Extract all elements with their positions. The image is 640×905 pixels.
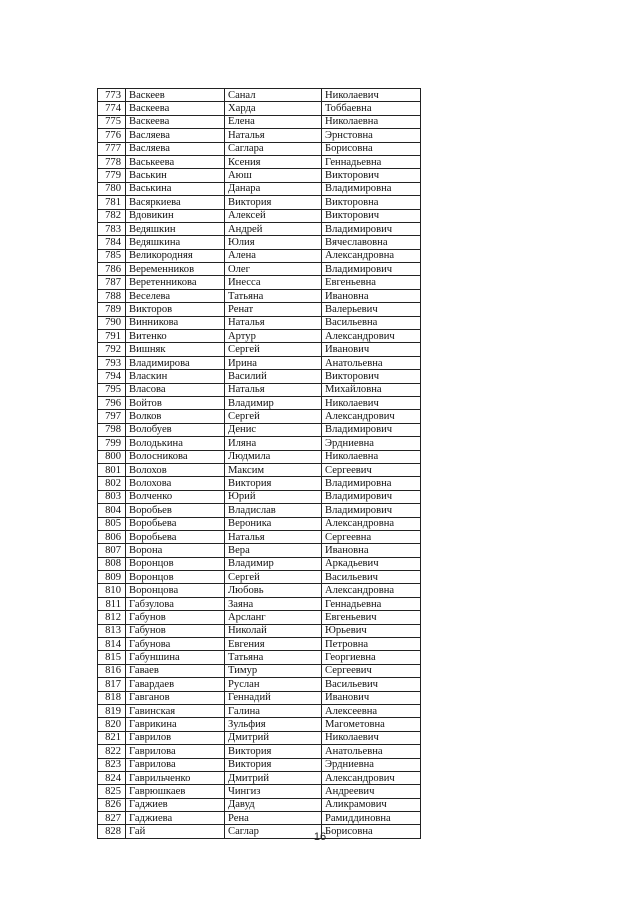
patronymic-cell: Борисовна (322, 825, 421, 838)
patronymic-cell: Владимирович (322, 490, 421, 503)
patronymic-cell: Александрович (322, 410, 421, 423)
surname-cell: Ведяшкина (126, 236, 225, 249)
surname-cell: Васкеева (126, 115, 225, 128)
surname-cell: Волков (126, 410, 225, 423)
table-row (98, 490, 421, 503)
first-name-cell: Вероника (225, 517, 322, 530)
table-row (98, 182, 421, 195)
first-name-cell: Любовь (225, 584, 322, 597)
row-number-cell: 791 (98, 330, 126, 343)
patronymic-cell: Юрьевич (322, 624, 421, 637)
surname-cell: Гавинская (126, 704, 225, 717)
first-name-cell: Виктория (225, 196, 322, 209)
patronymic-cell: Александрович (322, 771, 421, 784)
surname-cell: Войтов (126, 396, 225, 409)
table-row (98, 584, 421, 597)
first-name-cell: Ирина (225, 356, 322, 369)
table-row (98, 316, 421, 329)
patronymic-cell: Ивановна (322, 544, 421, 557)
first-name-cell: Инесса (225, 276, 322, 289)
surname-cell: Васькеева (126, 155, 225, 168)
row-number-cell: 785 (98, 249, 126, 262)
surname-cell: Ведяшкин (126, 222, 225, 235)
first-name-cell: Татьяна (225, 289, 322, 302)
patronymic-cell: Николаевна (322, 115, 421, 128)
first-name-cell: Владислав (225, 504, 322, 517)
patronymic-cell: Магометовна (322, 718, 421, 731)
table-row (98, 477, 421, 490)
first-name-cell: Санал (225, 89, 322, 102)
table-row (98, 638, 421, 651)
first-name-cell: Сергей (225, 343, 322, 356)
surname-cell: Веретенникова (126, 276, 225, 289)
table-row (98, 691, 421, 704)
first-name-cell: Василий (225, 370, 322, 383)
patronymic-cell: Борисовна (322, 142, 421, 155)
surname-cell: Воронцов (126, 571, 225, 584)
first-name-cell: Заяна (225, 597, 322, 610)
first-name-cell: Наталья (225, 383, 322, 396)
table-row (98, 222, 421, 235)
patronymic-cell: Васильевич (322, 678, 421, 691)
row-number-cell: 801 (98, 463, 126, 476)
row-number-cell: 799 (98, 437, 126, 450)
first-name-cell: Харда (225, 102, 322, 115)
table-row (98, 758, 421, 771)
row-number-cell: 796 (98, 396, 126, 409)
surname-cell: Воронцова (126, 584, 225, 597)
patronymic-cell: Эрнстовна (322, 129, 421, 142)
table-row (98, 155, 421, 168)
first-name-cell: Ксения (225, 155, 322, 168)
first-name-cell: Владимир (225, 396, 322, 409)
surname-cell: Володькина (126, 437, 225, 450)
patronymic-cell: Алексеевна (322, 704, 421, 717)
first-name-cell: Зульфия (225, 718, 322, 731)
surname-cell: Владимирова (126, 356, 225, 369)
patronymic-cell: Эрдниевна (322, 437, 421, 450)
first-name-cell: Артур (225, 330, 322, 343)
table-row (98, 463, 421, 476)
surname-cell: Гаджиева (126, 812, 225, 825)
row-number-cell: 824 (98, 771, 126, 784)
patronymic-cell: Рамиддиновна (322, 812, 421, 825)
patronymic-cell: Николаевна (322, 450, 421, 463)
patronymic-cell: Геннадьевна (322, 155, 421, 168)
surname-cell: Витенко (126, 330, 225, 343)
row-number-cell: 775 (98, 115, 126, 128)
table-row (98, 450, 421, 463)
patronymic-cell: Владимировна (322, 182, 421, 195)
row-number-cell: 778 (98, 155, 126, 168)
patronymic-cell: Николаевич (322, 731, 421, 744)
first-name-cell: Сергей (225, 410, 322, 423)
row-number-cell: 806 (98, 530, 126, 543)
row-number-cell: 783 (98, 222, 126, 235)
first-name-cell: Давуд (225, 798, 322, 811)
row-number-cell: 822 (98, 745, 126, 758)
table-row (98, 102, 421, 115)
patronymic-cell: Владимирович (322, 423, 421, 436)
table-row (98, 142, 421, 155)
first-name-cell: Тимур (225, 664, 322, 677)
surname-cell: Гаврилова (126, 758, 225, 771)
patronymic-cell: Викторович (322, 169, 421, 182)
row-number-cell: 808 (98, 557, 126, 570)
table-row (98, 664, 421, 677)
table-row (98, 236, 421, 249)
patronymic-cell: Викторовна (322, 196, 421, 209)
table-row (98, 745, 421, 758)
row-number-cell: 788 (98, 289, 126, 302)
table-row (98, 517, 421, 530)
table-row (98, 571, 421, 584)
first-name-cell: Наталья (225, 530, 322, 543)
patronymic-cell: Сергеевна (322, 530, 421, 543)
row-number-cell: 814 (98, 638, 126, 651)
row-number-cell: 790 (98, 316, 126, 329)
table-row (98, 504, 421, 517)
row-number-cell: 820 (98, 718, 126, 731)
names-table-body (98, 89, 421, 839)
table-row (98, 597, 421, 610)
patronymic-cell: Иванович (322, 691, 421, 704)
table-row (98, 89, 421, 102)
surname-cell: Власкин (126, 370, 225, 383)
row-number-cell: 813 (98, 624, 126, 637)
surname-cell: Волобуев (126, 423, 225, 436)
patronymic-cell: Евгеньевич (322, 611, 421, 624)
surname-cell: Габунова (126, 638, 225, 651)
first-name-cell: Иляна (225, 437, 322, 450)
row-number-cell: 823 (98, 758, 126, 771)
surname-cell: Гавардаев (126, 678, 225, 691)
patronymic-cell: Владимировна (322, 477, 421, 490)
surname-cell: Веременников (126, 263, 225, 276)
surname-cell: Волохова (126, 477, 225, 490)
surname-cell: Воронцов (126, 557, 225, 570)
patronymic-cell: Николаевич (322, 396, 421, 409)
patronymic-cell: Тоббаевна (322, 102, 421, 115)
table-row (98, 356, 421, 369)
surname-cell: Васяркиева (126, 196, 225, 209)
row-number-cell: 809 (98, 571, 126, 584)
table-row (98, 798, 421, 811)
patronymic-cell: Вячеславовна (322, 236, 421, 249)
surname-cell: Гаврикина (126, 718, 225, 731)
row-number-cell: 781 (98, 196, 126, 209)
patronymic-cell: Валерьевич (322, 303, 421, 316)
row-number-cell: 776 (98, 129, 126, 142)
row-number-cell: 800 (98, 450, 126, 463)
patronymic-cell: Михайловна (322, 383, 421, 396)
table-row (98, 303, 421, 316)
first-name-cell: Саглара (225, 142, 322, 155)
surname-cell: Волченко (126, 490, 225, 503)
table-row (98, 249, 421, 262)
patronymic-cell: Владимирович (322, 263, 421, 276)
table-row (98, 678, 421, 691)
first-name-cell: Дмитрий (225, 771, 322, 784)
first-name-cell: Саглар (225, 825, 322, 838)
row-number-cell: 777 (98, 142, 126, 155)
row-number-cell: 805 (98, 517, 126, 530)
table-row (98, 771, 421, 784)
surname-cell: Васкеев (126, 89, 225, 102)
row-number-cell: 773 (98, 89, 126, 102)
row-number-cell: 807 (98, 544, 126, 557)
table-row (98, 370, 421, 383)
patronymic-cell: Иванович (322, 343, 421, 356)
patronymic-cell: Александрович (322, 330, 421, 343)
table-row (98, 557, 421, 570)
patronymic-cell: Геннадьевна (322, 597, 421, 610)
table-row (98, 209, 421, 222)
surname-cell: Васкеева (126, 102, 225, 115)
table-row (98, 115, 421, 128)
surname-cell: Васькин (126, 169, 225, 182)
row-number-cell: 786 (98, 263, 126, 276)
surname-cell: Гаврюшкаев (126, 785, 225, 798)
first-name-cell: Евгения (225, 638, 322, 651)
patronymic-cell: Анатольевна (322, 745, 421, 758)
first-name-cell: Арсланг (225, 611, 322, 624)
patronymic-cell: Васильевич (322, 571, 421, 584)
first-name-cell: Денис (225, 423, 322, 436)
row-number-cell: 827 (98, 812, 126, 825)
first-name-cell: Руслан (225, 678, 322, 691)
surname-cell: Габунов (126, 611, 225, 624)
surname-cell: Васляева (126, 129, 225, 142)
surname-cell: Викторов (126, 303, 225, 316)
row-number-cell: 815 (98, 651, 126, 664)
first-name-cell: Наталья (225, 129, 322, 142)
row-number-cell: 804 (98, 504, 126, 517)
first-name-cell: Юлия (225, 236, 322, 249)
table-row (98, 544, 421, 557)
surname-cell: Гай (126, 825, 225, 838)
patronymic-cell: Васильевна (322, 316, 421, 329)
first-name-cell: Алена (225, 249, 322, 262)
table-row (98, 423, 421, 436)
table-row (98, 704, 421, 717)
surname-cell: Ворона (126, 544, 225, 557)
patronymic-cell: Сергеевич (322, 664, 421, 677)
table-row (98, 383, 421, 396)
table-row (98, 611, 421, 624)
surname-cell: Веселева (126, 289, 225, 302)
surname-cell: Великородняя (126, 249, 225, 262)
patronymic-cell: Александровна (322, 584, 421, 597)
patronymic-cell: Аликрамович (322, 798, 421, 811)
row-number-cell: 828 (98, 825, 126, 838)
table-row (98, 624, 421, 637)
first-name-cell: Виктория (225, 745, 322, 758)
surname-cell: Вдовикин (126, 209, 225, 222)
first-name-cell: Владимир (225, 557, 322, 570)
row-number-cell: 794 (98, 370, 126, 383)
patronymic-cell: Владимирович (322, 504, 421, 517)
first-name-cell: Сергей (225, 571, 322, 584)
patronymic-cell: Александровна (322, 517, 421, 530)
table-row (98, 289, 421, 302)
row-number-cell: 798 (98, 423, 126, 436)
first-name-cell: Олег (225, 263, 322, 276)
row-number-cell: 817 (98, 678, 126, 691)
first-name-cell: Виктория (225, 758, 322, 771)
surname-cell: Васляева (126, 142, 225, 155)
row-number-cell: 821 (98, 731, 126, 744)
table-row (98, 196, 421, 209)
table-row (98, 263, 421, 276)
surname-cell: Воробьев (126, 504, 225, 517)
patronymic-cell: Петровна (322, 638, 421, 651)
row-number-cell: 812 (98, 611, 126, 624)
surname-cell: Гаврилова (126, 745, 225, 758)
first-name-cell: Геннадий (225, 691, 322, 704)
first-name-cell: Ренат (225, 303, 322, 316)
patronymic-cell: Александровна (322, 249, 421, 262)
row-number-cell: 782 (98, 209, 126, 222)
row-number-cell: 826 (98, 798, 126, 811)
table-row (98, 812, 421, 825)
names-table (97, 88, 421, 839)
surname-cell: Воробьева (126, 530, 225, 543)
surname-cell: Гавганов (126, 691, 225, 704)
surname-cell: Волосникова (126, 450, 225, 463)
row-number-cell: 795 (98, 383, 126, 396)
first-name-cell: Андрей (225, 222, 322, 235)
surname-cell: Габунов (126, 624, 225, 637)
first-name-cell: Рена (225, 812, 322, 825)
table-row (98, 437, 421, 450)
surname-cell: Волохов (126, 463, 225, 476)
patronymic-cell: Анатольевна (322, 356, 421, 369)
first-name-cell: Елена (225, 115, 322, 128)
row-number-cell: 779 (98, 169, 126, 182)
table-row (98, 396, 421, 409)
table-row (98, 651, 421, 664)
table-row (98, 785, 421, 798)
patronymic-cell: Николаевич (322, 89, 421, 102)
surname-cell: Васькина (126, 182, 225, 195)
patronymic-cell: Андреевич (322, 785, 421, 798)
table-row (98, 410, 421, 423)
row-number-cell: 803 (98, 490, 126, 503)
patronymic-cell: Викторович (322, 370, 421, 383)
row-number-cell: 789 (98, 303, 126, 316)
table-row (98, 718, 421, 731)
row-number-cell: 787 (98, 276, 126, 289)
surname-cell: Габзулова (126, 597, 225, 610)
first-name-cell: Николай (225, 624, 322, 637)
patronymic-cell: Эрдниевна (322, 758, 421, 771)
patronymic-cell: Ивановна (322, 289, 421, 302)
patronymic-cell: Сергеевич (322, 463, 421, 476)
surname-cell: Вишняк (126, 343, 225, 356)
first-name-cell: Данара (225, 182, 322, 195)
row-number-cell: 811 (98, 597, 126, 610)
first-name-cell: Наталья (225, 316, 322, 329)
first-name-cell: Чингиз (225, 785, 322, 798)
row-number-cell: 819 (98, 704, 126, 717)
row-number-cell: 792 (98, 343, 126, 356)
patronymic-cell: Владимирович (322, 222, 421, 235)
first-name-cell: Людмила (225, 450, 322, 463)
first-name-cell: Юрий (225, 490, 322, 503)
first-name-cell: Максим (225, 463, 322, 476)
table-row (98, 169, 421, 182)
surname-cell: Габуншина (126, 651, 225, 664)
table-row (98, 343, 421, 356)
row-number-cell: 793 (98, 356, 126, 369)
page-number: 16 (313, 831, 327, 843)
row-number-cell: 780 (98, 182, 126, 195)
first-name-cell: Вера (225, 544, 322, 557)
surname-cell: Гаврильченко (126, 771, 225, 784)
row-number-cell: 802 (98, 477, 126, 490)
table-row (98, 530, 421, 543)
row-number-cell: 816 (98, 664, 126, 677)
row-number-cell: 774 (98, 102, 126, 115)
first-name-cell: Виктория (225, 477, 322, 490)
first-name-cell: Галина (225, 704, 322, 717)
surname-cell: Винникова (126, 316, 225, 329)
surname-cell: Гаджиев (126, 798, 225, 811)
patronymic-cell: Аркадьевич (322, 557, 421, 570)
table-row (98, 330, 421, 343)
patronymic-cell: Евгеньевна (322, 276, 421, 289)
patronymic-cell: Георгиевна (322, 651, 421, 664)
patronymic-cell: Викторович (322, 209, 421, 222)
surname-cell: Власова (126, 383, 225, 396)
row-number-cell: 784 (98, 236, 126, 249)
row-number-cell: 810 (98, 584, 126, 597)
table-row (98, 276, 421, 289)
table-row (98, 731, 421, 744)
row-number-cell: 818 (98, 691, 126, 704)
first-name-cell: Дмитрий (225, 731, 322, 744)
row-number-cell: 797 (98, 410, 126, 423)
first-name-cell: Алексей (225, 209, 322, 222)
surname-cell: Гаврилов (126, 731, 225, 744)
first-name-cell: Татьяна (225, 651, 322, 664)
row-number-cell: 825 (98, 785, 126, 798)
first-name-cell: Аюш (225, 169, 322, 182)
surname-cell: Гаваев (126, 664, 225, 677)
surname-cell: Воробьева (126, 517, 225, 530)
table-row (98, 129, 421, 142)
